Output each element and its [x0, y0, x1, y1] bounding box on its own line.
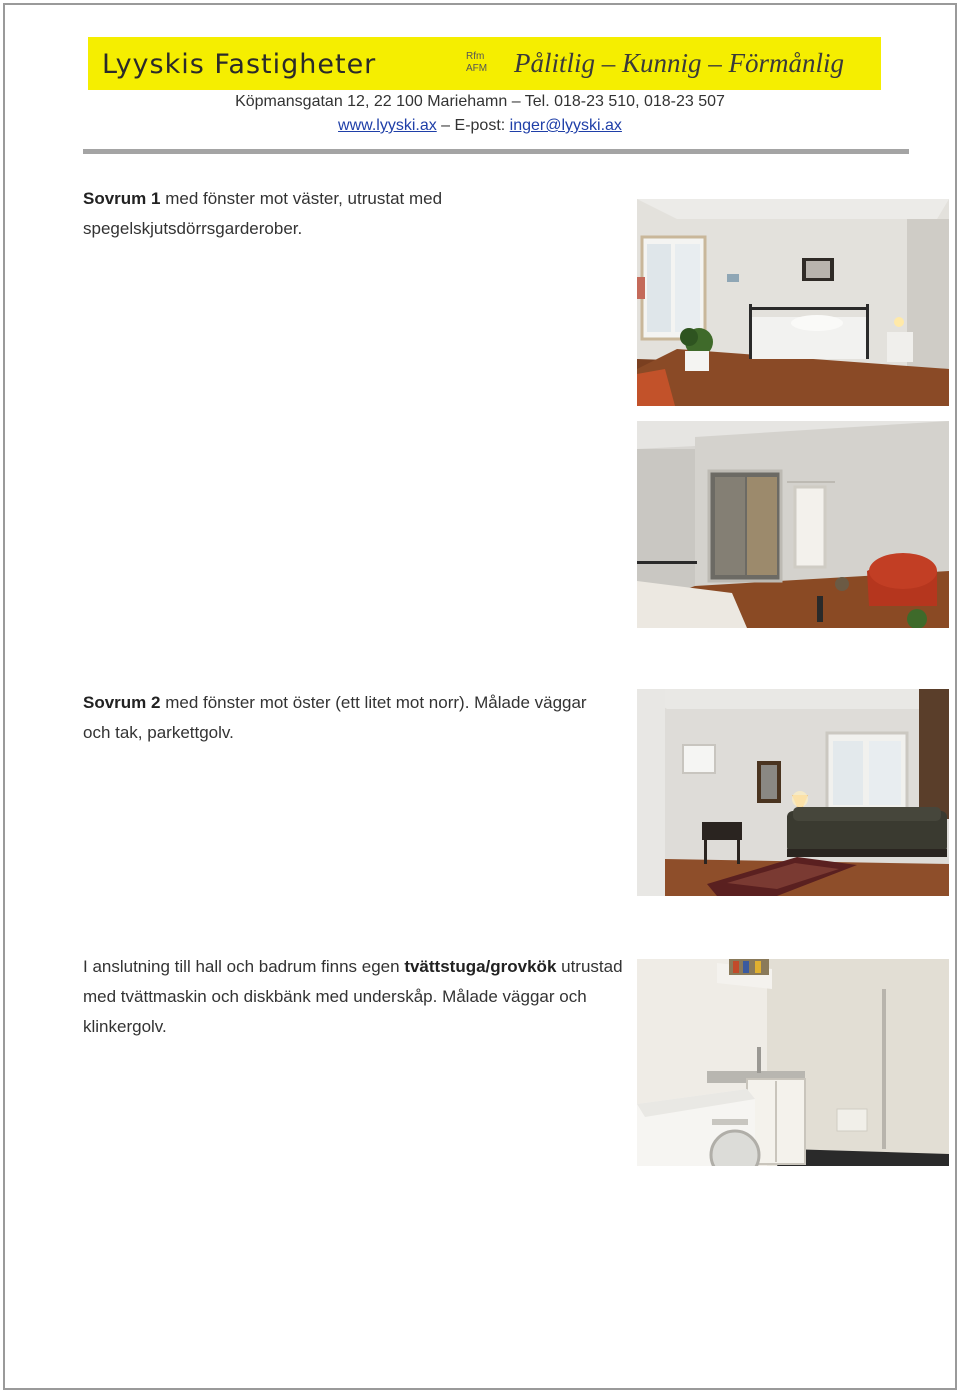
- contact-line: [0, 117, 960, 135]
- section-title: Sovrum 1: [83, 189, 161, 208]
- section-title: tvättstuga/grovkök: [404, 957, 557, 976]
- rfm-afm-mark: [466, 51, 487, 75]
- header-divider: [83, 149, 909, 154]
- brand-logo-text: Lyyskis Fastigheter: [102, 49, 377, 80]
- tagline: Pålitlig – Kunnig – Förmånlig: [514, 48, 845, 78]
- section-body: utrustad med tvättmaskin och diskbänk med underskåp. Målade väggar och klinkergolv.: [83, 957, 623, 1036]
- section-body: med fönster mot väster, utrustat med spegelskjutsdörrsgarderober.: [83, 189, 443, 238]
- section-bedroom-1: [83, 184, 603, 244]
- email-label: – E-post:: [436, 117, 510, 134]
- afm-label: AFM: [466, 63, 488, 74]
- section-bedroom-2: [83, 688, 603, 748]
- section-title: Sovrum 2: [83, 693, 161, 712]
- photo-bedroom-1-wardrobe: [637, 421, 949, 628]
- website-link[interactable]: www.lyyski.ax: [338, 117, 437, 134]
- photo-laundry-room: [637, 959, 949, 1166]
- photo-bedroom-2-sofa: [637, 689, 949, 896]
- section-body: med fönster mot öster (ett litet mot norr). Målade väggar och tak, parkettgolv.: [83, 693, 587, 742]
- section-intro: I anslutning till hall och badrum finns egen: [83, 957, 405, 976]
- rfm-label: Rfm: [466, 51, 485, 62]
- email-link[interactable]: inger@lyyski.ax: [509, 117, 622, 134]
- section-laundry: [83, 952, 633, 1042]
- photo-bedroom-1-window: [637, 199, 949, 406]
- address-line: Köpmansgatan 12, 22 100 Mariehamn – Tel. 018-23 510, 018-23 507: [235, 93, 725, 110]
- header-banner: [88, 37, 881, 90]
